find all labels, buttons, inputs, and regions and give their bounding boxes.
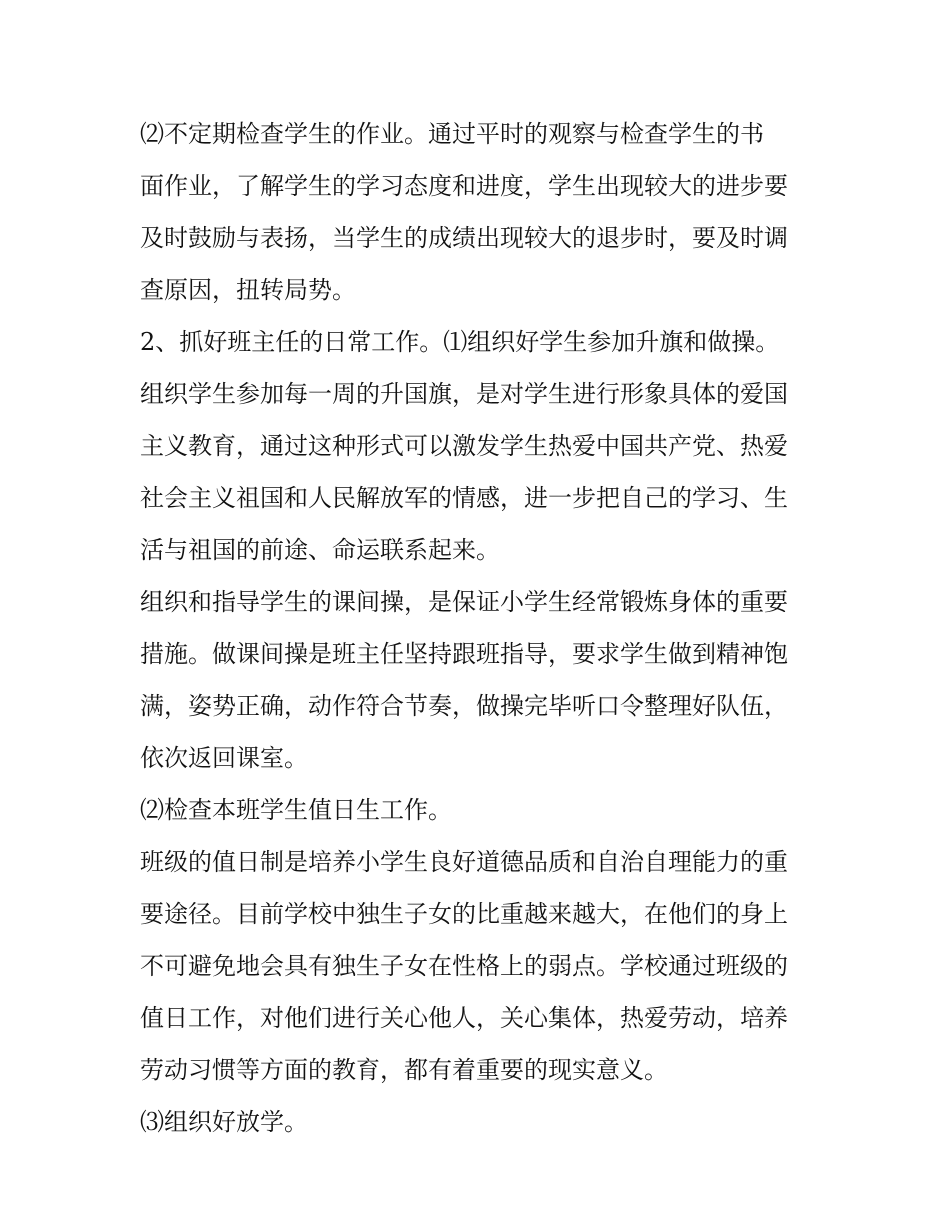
text-line: 劳动习惯等方面的教育，都有着重要的现实意义。 [140,1056,668,1084]
text-line: 2、抓好班主任的日常工作。⑴组织好学生参加升旗和做操。 [140,328,780,356]
text-line: 值日工作，对他们进行关心他人，关心集体，热爱劳动，培养 [140,1004,788,1032]
text-line: 要途径。目前学校中独生子女的比重越来越大，在他们的身上 [140,900,788,928]
text-line: 主义教育，通过这种形式可以激发学生热爱中国共产党、热爱 [140,432,788,460]
text-line: 依次返回课室。 [140,744,308,772]
text-line: 社会主义祖国和人民解放军的情感，进一步把自己的学习、生 [140,484,788,512]
text-line: 满，姿势正确，动作符合节奏，做操完毕听口令整理好队伍， [140,692,788,720]
text-line: 组织学生参加每一周的升国旗，是对学生进行形象具体的爱国 [140,380,788,408]
text-line: ⑶组织好放学。 [140,1108,308,1136]
text-line: 及时鼓励与表扬，当学生的成绩出现较大的退步时，要及时调 [140,224,788,252]
text-line: 组织和指导学生的课间操，是保证小学生经常锻炼身体的重要 [140,588,788,616]
text-line: 面作业，了解学生的学习态度和进度，学生出现较大的进步要 [140,172,788,200]
text-line: 查原因，扭转局势。 [140,276,356,304]
text-line: 班级的值日制是培养小学生良好道德品质和自治自理能力的重 [140,848,788,876]
text-line: 不可避免地会具有独生子女在性格上的弱点。学校通过班级的 [140,952,788,980]
text-line: 活与祖国的前途、命运联系起来。 [140,536,500,564]
text-line: ⑵不定期检查学生的作业。通过平时的观察与检查学生的书 [140,120,764,148]
document-body [140,108,820,1148]
text-line: 措施。做课间操是班主任坚持跟班指导，要求学生做到精神饱 [140,640,788,668]
text-line: ⑵检查本班学生值日生工作。 [140,796,452,824]
